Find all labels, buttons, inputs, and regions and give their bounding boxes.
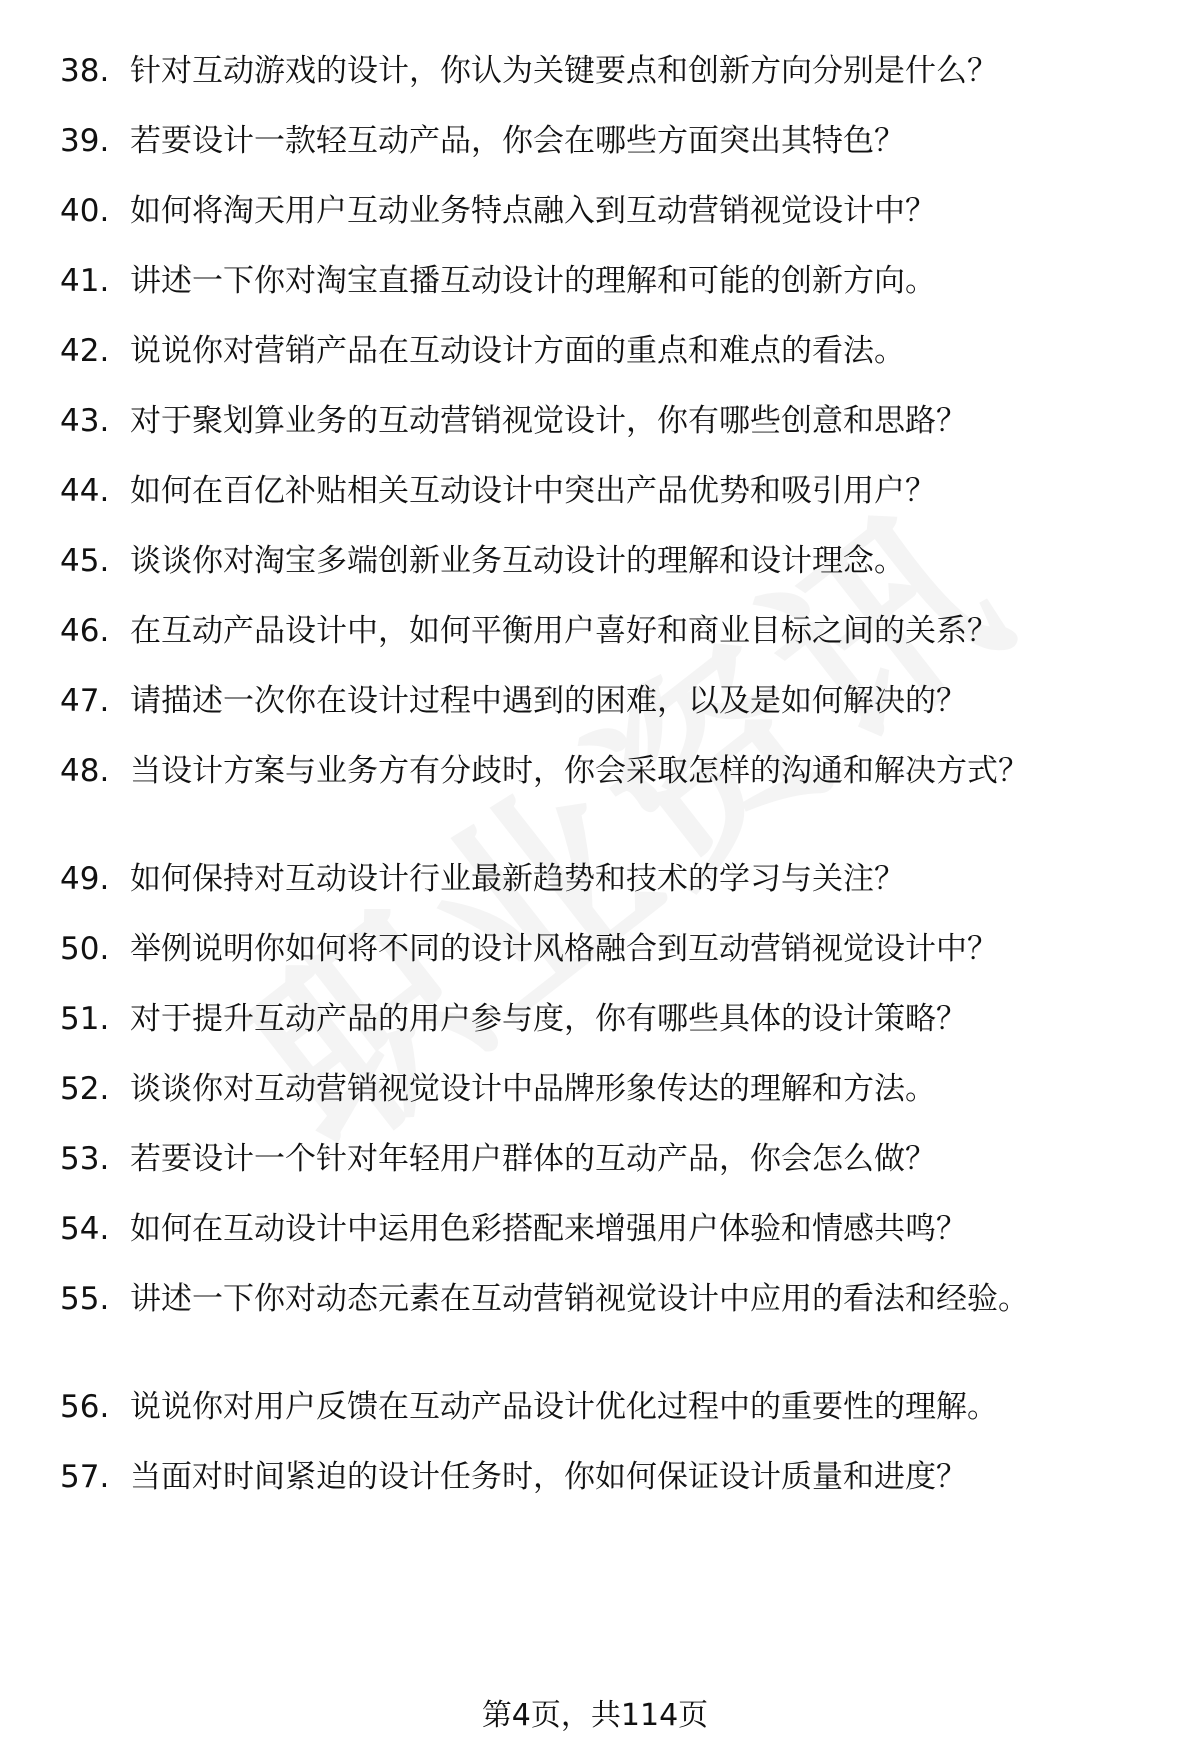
question-item xyxy=(60,262,1140,301)
question-item xyxy=(60,472,1140,511)
question-number: 53. xyxy=(60,1141,110,1177)
question-text: 如何在百亿补贴相关互动设计中突出产品优势和吸引用户？ xyxy=(130,473,936,509)
page-footer: 第4页，共114页 xyxy=(481,1698,709,1733)
question-item xyxy=(60,1388,1140,1427)
question-number: 39. xyxy=(60,123,110,159)
question-number: 55. xyxy=(60,1281,110,1317)
question-number: 46. xyxy=(60,613,110,649)
question-item xyxy=(60,1140,1140,1179)
question-text: 针对互动游戏的设计，你认为关键要点和创新方向分别是什么？ xyxy=(130,53,998,89)
question-text: 说说你对营销产品在互动设计方面的重点和难点的看法。 xyxy=(130,333,905,369)
question-item xyxy=(60,52,1140,91)
question-number: 49. xyxy=(60,861,110,897)
question-text: 对于提升互动产品的用户参与度，你有哪些具体的设计策略？ xyxy=(130,1001,967,1037)
question-item xyxy=(60,1458,1140,1497)
question-number: 57. xyxy=(60,1459,110,1495)
question-text: 对于聚划算业务的互动营销视觉设计，你有哪些创意和思路？ xyxy=(130,403,967,439)
question-number: 40. xyxy=(60,193,110,229)
question-item xyxy=(60,1070,1140,1109)
question-item xyxy=(60,612,1140,651)
question-text: 当面对时间紧迫的设计任务时，你如何保证设计质量和进度？ xyxy=(130,1459,967,1495)
question-number: 56. xyxy=(60,1389,110,1425)
question-text: 如何保持对互动设计行业最新趋势和技术的学习与关注？ xyxy=(130,861,905,897)
question-number: 44. xyxy=(60,473,110,509)
question-item xyxy=(60,752,1140,791)
question-number: 51. xyxy=(60,1001,110,1037)
question-item xyxy=(60,1000,1140,1039)
question-number: 54. xyxy=(60,1211,110,1247)
question-text: 若要设计一款轻互动产品，你会在哪些方面突出其特色？ xyxy=(130,123,905,159)
question-text: 讲述一下你对动态元素在互动营销视觉设计中应用的看法和经验。 xyxy=(130,1281,1029,1317)
question-item xyxy=(60,332,1140,371)
question-text: 说说你对用户反馈在互动产品设计优化过程中的重要性的理解。 xyxy=(130,1389,998,1425)
question-number: 41. xyxy=(60,263,110,299)
question-text: 请描述一次你在设计过程中遇到的困难，以及是如何解决的？ xyxy=(130,683,967,719)
question-number: 38. xyxy=(60,53,110,89)
question-text: 举例说明你如何将不同的设计风格融合到互动营销视觉设计中？ xyxy=(130,931,998,967)
question-item xyxy=(60,860,1140,899)
question-number: 52. xyxy=(60,1071,110,1107)
question-text: 谈谈你对淘宝多端创新业务互动设计的理解和设计理念。 xyxy=(130,543,905,579)
question-item xyxy=(60,930,1140,969)
question-item xyxy=(60,1280,1140,1319)
question-item xyxy=(60,682,1140,721)
question-text: 如何将淘天用户互动业务特点融入到互动营销视觉设计中？ xyxy=(130,193,936,229)
question-item xyxy=(60,122,1140,161)
question-text: 当设计方案与业务方有分歧时，你会采取怎样的沟通和解决方式？ xyxy=(130,753,1029,789)
question-text: 若要设计一个针对年轻用户群体的互动产品，你会怎么做？ xyxy=(130,1141,936,1177)
question-number: 45. xyxy=(60,543,110,579)
question-item xyxy=(60,402,1140,441)
question-number: 47. xyxy=(60,683,110,719)
question-text: 在互动产品设计中，如何平衡用户喜好和商业目标之间的关系？ xyxy=(130,613,998,649)
question-item xyxy=(60,192,1140,231)
question-number: 50. xyxy=(60,931,110,967)
question-text: 如何在互动设计中运用色彩搭配来增强用户体验和情感共鸣？ xyxy=(130,1211,967,1247)
question-text: 讲述一下你对淘宝直播互动设计的理解和可能的创新方向。 xyxy=(130,263,936,299)
question-text: 谈谈你对互动营销视觉设计中品牌形象传达的理解和方法。 xyxy=(130,1071,936,1107)
question-item xyxy=(60,542,1140,581)
question-number: 43. xyxy=(60,403,110,439)
question-number: 48. xyxy=(60,753,110,789)
question-number: 42. xyxy=(60,333,110,369)
question-item xyxy=(60,1210,1140,1249)
